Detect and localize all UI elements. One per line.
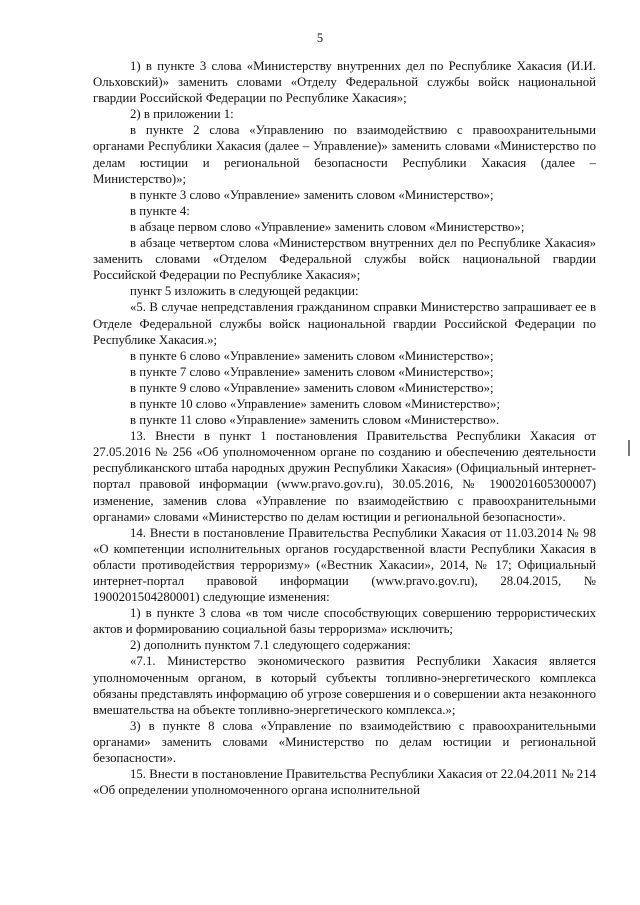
paragraph: 1) в пункте 3 слова «Министерству внутренних дел по Республике Хакасия (И.И. Ольховский)» заменить словами «Отделу Федеральной службы войск национальной гвардии Российской Федерации по Республике Хакасия»; <box>93 59 596 106</box>
paragraph: 13. Внести в пункт 1 постановления Правительства Республики Хакасия от 27.05.2016 № 256 «Об уполномоченном органе по созданию и обеспечению деятельности республиканского штаба народных дружин Республики Хакасия» (Официальный интернет-портал правовой информации (www.pravo.gov.ru), 30.05.2016, № 1900201605300007) изменение, заменив слова «Управление по взаимодействию с правоохранительными органами» словами «Министерство по делам юстиции и региональной безопасности». <box>93 429 596 524</box>
margin-mark <box>628 440 630 456</box>
paragraph: 3) в пункте 8 слова «Управление по взаимодействию с правоохранительными органами» заменить словами «Министерство по делам юстиции и региональной безопасности». <box>93 718 596 766</box>
paragraph: «5. В случае непредставления гражданином справки Министерство запрашивает ее в Отделе Федеральной службы войск национальной гвардии Российской Федерации по Республике Хакасия.»; <box>93 300 596 347</box>
paragraph: в абзаце четвертом слова «Министерством внутренних дел по Республике Хакасия» заменить словами «Отделом Федеральной службы войск национальной гвардии Российской Федерации по Республике Хакасия»; <box>93 236 596 283</box>
paragraph: 14. Внести в постановление Правительства Республики Хакасия от 11.03.2014 № 98 «О компетенции исполнительных органов государственной власти Республики Хакасия в области противодействия терроризму» («Вестник Хакасии», 2014, № 17; Официальный интернет-портал правовой информации (www.pravo.gov.ru), 28.04.2015, № 1900201504280001) следующие изменения: <box>93 525 596 605</box>
paragraph: в пункте 7 слово «Управление» заменить словом «Министерство»; <box>130 364 494 379</box>
paragraph: в пункте 2 слова «Управлению по взаимодействию с правоохранительными органами Республики Хакасия (далее – Управление)» заменить словами «Министерство по делам юстиции и региональной безопасности Республики Хакасия (далее – Министерство)»; <box>93 123 596 186</box>
document-body <box>93 58 596 798</box>
paragraph: пункт 5 изложить в следующей редакции: <box>130 284 359 299</box>
paragraph: 15. Внести в постановление Правительства Республики Хакасия от 22.04.2011 № 214 «Об определении уполномоченного органа исполнительной <box>93 767 596 798</box>
page-number: 5 <box>316 31 324 45</box>
paragraph: в пункте 9 слово «Управление» заменить словом «Министерство»; <box>130 380 494 395</box>
paragraph: 2) дополнить пунктом 7.1 следующего содержания: <box>130 638 411 653</box>
paragraph: в абзаце первом слово «Управление» заменить словом «Министерство»; <box>130 219 525 234</box>
paragraph: в пункте 3 слово «Управление» заменить словом «Министерство»; <box>130 187 494 202</box>
paragraph: 1) в пункте 3 слова «в том числе способствующих совершению террористических актов и формированию социальной базы терроризма» исключить; <box>93 606 596 637</box>
paragraph: в пункте 4: <box>130 203 190 218</box>
paragraph: в пункте 11 слово «Управление» заменить словом «Министерство». <box>130 413 500 428</box>
paragraph: в пункте 6 слово «Управление» заменить словом «Министерство»; <box>130 348 494 363</box>
paragraph: «7.1. Министерство экономического развития Республики Хакасия является уполномоченным органом, в который субъекты топливно-энергетического комплекса обязаны представлять информацию об угрозе совершения и о совершении акта незаконного вмешательства на объекте топливно-энергетического комплекса.»; <box>93 654 596 717</box>
paragraph: в пункте 10 слово «Управление» заменить словом «Министерство»; <box>130 396 501 411</box>
paragraph: 2) в приложении 1: <box>130 107 234 122</box>
